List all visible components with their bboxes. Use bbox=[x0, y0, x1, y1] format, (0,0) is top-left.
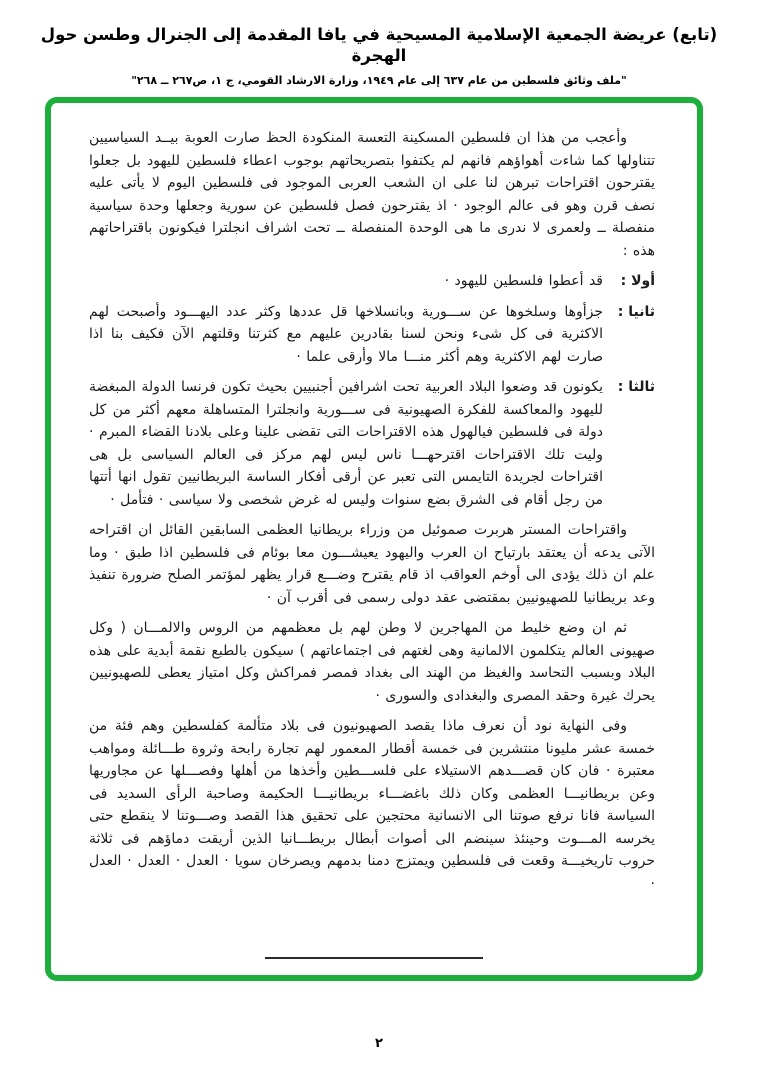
body-paragraph: وفى النهاية نود أن نعرف ماذا يقصد الصهيونيون فى بلاد متألمة كفلسطين وهم فئة من خمسة عشر مليونا منتشرين فى خمسة أقطار المعمور لهم تجارة رابحة وثروة طـــائلة ومواهب معتبرة · فان كان قصـــدهم الاستيلاء على فلســـطين وأخذها من أهلها وفصـــلها عن مجاوريها وعن بريطانيـــا العظمى وكان ذلك باغضـــاء بريطانيـــا الحكيمة وصاحبة الرأى السديد فى السياسة فانا نرفع صوتنا الى الانسانية محتجين على تحقيق هذا القصد وصـــوتنا لا ينقطع حتى يخرسه المـــوت وحينئذ سينضم الى أصوات أبطال بريطـــانيا الذين أريقت دماؤهم فى ثلاثة حروب تاريخيـــة وقعت فى فلسطين ويمتزج دمنا بدمهم ويصرخان سويا · العدل · العدل · العدل · bbox=[89, 718, 655, 892]
body-paragraph: ثم ان وضع خليط من المهاجرين لا وطن لهم بل معظمهم من الروس والالمـــان ( وكل صهيونى العالم يتكلمون الالمانية وهى لغتهم فى اجتماعاتهم ) سيكون بالطبع نقمة أبدية على هذه البلاد وبسبب التحاسد والغيظ من الهند الى بغداد فمصر فمراكش وكل امتياز يعطى للصهيونيين يحرك غيرة وحقد المصرى والبغدادى والسورى · bbox=[89, 620, 655, 704]
body-paragraph: واقتراحات المستر هربرت صموئيل من وزراء بريطانيا العظمى السابقين القائل ان اقتراحه الآتى يدعه أن يعتقد بارتياح ان العرب واليهود يعيشـــون معا بوئام فى فلسطين اذا طبق · وما علم ان ذلك يؤدى الى أوخم العواقب اذ قام يقترح وضـــع قرار يظهر لمؤتمر الصلح ضرورة تنفيذ وعد بريطانيا للصهيونيين بمقتضى عقد دولى رسمى فى أقرب آن · bbox=[89, 522, 655, 606]
list-item bbox=[89, 301, 655, 369]
document-footer bbox=[0, 1032, 758, 1051]
list-item bbox=[89, 270, 655, 293]
list-item-label: أولا : bbox=[620, 273, 655, 289]
list-item-label: ثانيا : bbox=[617, 303, 655, 320]
list-item-label: ثالثا : bbox=[617, 379, 655, 395]
list-item-text: قد أعطوا فلسطين لليهود · bbox=[444, 273, 603, 289]
list-item-text: يكونون قد وضعوا البلاد العربية تحت اشرافين أجنبيين بحيث تكون فرنسا الدولة المبغضة لليهود والمعاكسة للفكرة الصهيونية فى ســـورية وانجلترا المتساهلة معهم أكثر من كل دولة فى فلسطين فيالهول هذه الاقتراحات التى تقضى علينا وعلى بلادنا القضاء المبرم · وليت تلك الاقتراحات اقترحهـــا ناس ليس لهم مركز فى العالم السياسى بل هى اقتراحات لجريدة التايمس التى تعبر عن أرقى أفكار الساسة البريطانيين تقول انها أتتها من رجل أقام فى الشرق بضع سنوات وليس له غرض شخصى ولا سياسى · فتأمل · bbox=[89, 379, 603, 508]
page-number: ٢ bbox=[375, 1036, 383, 1051]
document-title: (تابع) عريضة الجمعية الإسلامية المسيحية في يافا المقدمة إلى الجنرال وطسن حول الهجرة bbox=[40, 25, 718, 66]
document-frame bbox=[45, 97, 703, 981]
intro-paragraph: وأعجب من هذا ان فلسطين المسكينة التعسة المنكودة الحظ صارت العوبة بيــد السياسيين تتناولها كما شاءت أهواؤهم فانهم لم يكتفوا بتصريحاتهم بوجوب اعطاء فلسطين لليهود بل جعلوا يقترحون اقتراحات تبرهن لنا على ان الشعب العربى الموجود فى فلسطين اليوم لا يأتى عليه نصف قرن وهو فى عالم الوجود · اذ يقترحون فصل فلسطين عن سورية وجعلها وحدة سياسية منفصلة ــ ولعمرى لا ندرى ما هى الوحدة المنفصلة ــ تحت اشراف انجلترا فيكونون باقتراحاتهم هذه : bbox=[89, 130, 655, 259]
numbered-list bbox=[89, 270, 655, 511]
document-header bbox=[0, 0, 758, 87]
list-item-text: جزأوها وسلخوها عن ســـورية وبانسلاخها قل عددها وكثر عدد اليهـــود وأصبحت لهم الاكثرية فى كل شىء ونحن لسنا بقادرين عليهم مع كثرتنا وقلتهم الآن فكيف بنا اذا صارت لهم الاكثرية وهم أكثر منـــا مالا وأرقى علما · bbox=[89, 303, 603, 365]
end-rule bbox=[265, 957, 483, 959]
closing-paragraphs bbox=[89, 519, 655, 895]
list-item bbox=[89, 376, 655, 511]
document-source-citation: "ملف وثائق فلسطين من عام ٦٣٧ إلى عام ١٩٤٩، وزارة الارشاد القومي، ج ١، ص٢٦٧ ــ ٢٦٨" bbox=[131, 73, 627, 87]
